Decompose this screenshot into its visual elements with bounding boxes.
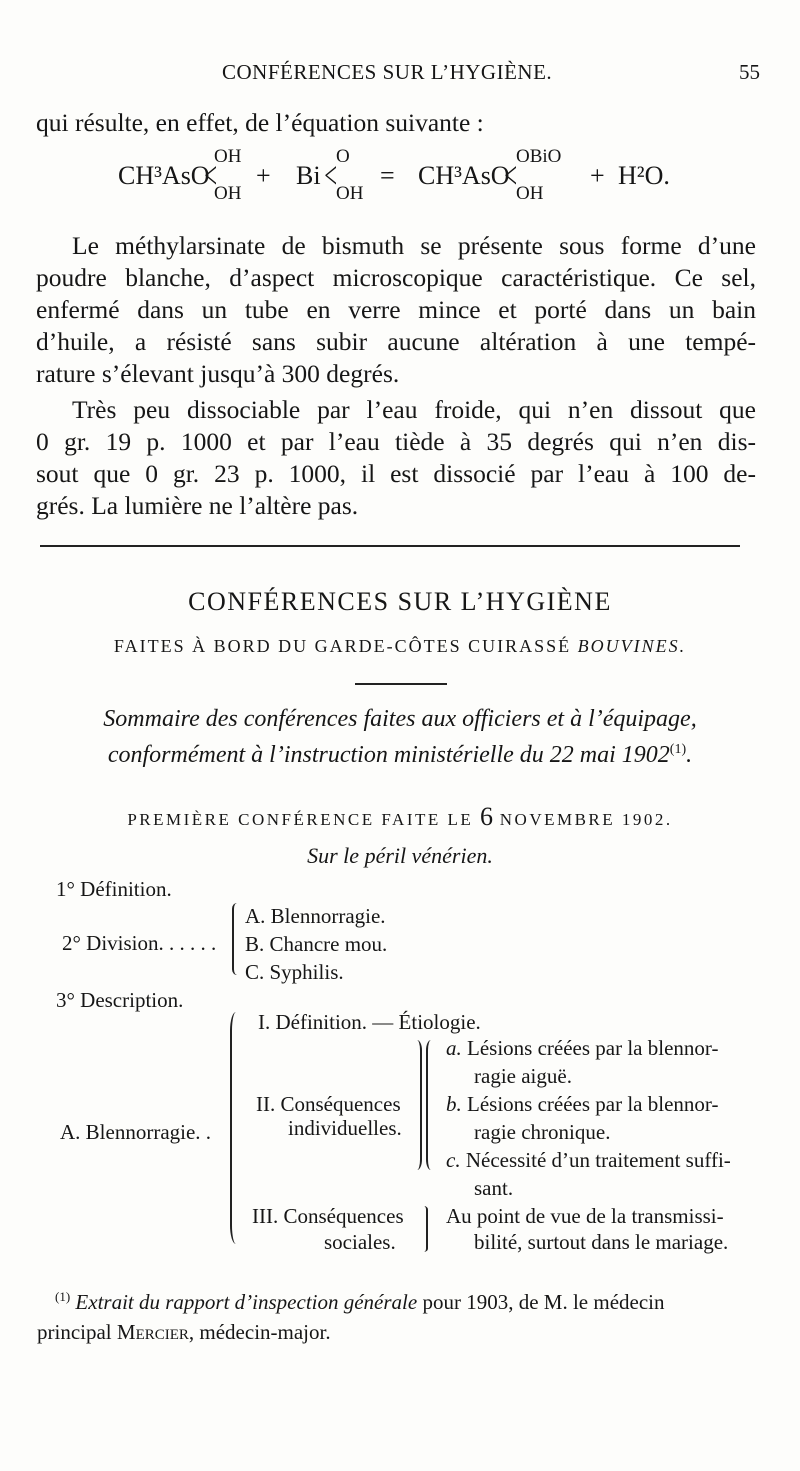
eq-term3-bottom: OH <box>516 183 544 204</box>
blennorragie-bracket <box>230 1012 242 1244</box>
conseq-c-cont: sant. <box>474 1176 514 1200</box>
eq-term-methylarsinic: CH³AsO <box>118 161 210 190</box>
paragraph-bismuth-description: Le méthylarsinate de bismuth se présente sous forme d’une poudre blanche, d’aspect microscopique caractéristique. Ce sel, enfermé dans un tube en verre mince et porté dans un bain d’huile, a résisté sans subir aucune altération à une tempé- rature s’élevant jusqu’à 300 degrés. <box>36 231 756 388</box>
ship-name: BOUVINES. <box>577 636 687 656</box>
roman-individual-2: individuelles. <box>288 1116 402 1140</box>
eq-term3-top: OBiO <box>516 146 562 167</box>
eq-angle-2: < <box>324 155 338 197</box>
section-divider-rule <box>40 545 740 547</box>
intro-line: qui résulte, en effet, de l’équation suivante : <box>36 108 484 137</box>
division-brace <box>232 903 242 975</box>
summary-line-2: conformément à l’instruction ministérielle du 22 mai 1902$^{(1)}$. <box>107 742 693 768</box>
individual-left-brace <box>426 1040 436 1170</box>
conseq-a-cont: ragie aiguë. <box>474 1064 572 1088</box>
chemical-equation <box>96 147 716 207</box>
note-reference: (1) <box>669 742 687 757</box>
social-line-1: Au point de vue de la transmissi- <box>446 1204 724 1228</box>
eq-equals: = <box>380 161 395 190</box>
footnote-mark: (1) <box>55 1289 71 1304</box>
page-number: 55 <box>739 60 760 84</box>
conseq-b-cont: ragie chronique. <box>474 1120 611 1144</box>
author-name: Mercier <box>116 1320 189 1344</box>
roman-individual-1: II. Conséquences <box>256 1092 401 1116</box>
roman-definition: I. Définition. — Étiologie. <box>258 1010 481 1034</box>
title-short-rule <box>355 683 447 685</box>
footnote: $^{(1)}$ Extrait du rapport d’inspection générale pour 1903, de M. le médecin principal Mercier, médecin-major. <box>37 1289 665 1344</box>
roman-social-2: sociales. <box>324 1230 396 1254</box>
eq-angle-3: < <box>504 155 518 197</box>
eq-angle-1: < <box>204 155 218 197</box>
eq-plus-1: + <box>256 161 271 190</box>
division-b: B. Chancre mou. <box>245 932 388 956</box>
outline-item-definition: 1° Définition. <box>56 877 172 901</box>
eq-term-product: CH³AsO <box>418 161 510 190</box>
conseq-a: a. Lésions créées par la blennor- <box>446 1036 719 1060</box>
eq-plus-2: + <box>590 161 605 190</box>
blennorragie-label: A. Blennorragie. . <box>60 1120 212 1144</box>
roman-social-1: III. Conséquences <box>252 1204 404 1228</box>
social-line-2: bilité, surtout dans le mariage. <box>474 1230 729 1254</box>
eq-term-water: H²O. <box>618 161 670 190</box>
conference-subject: Sur le péril vénérien. <box>307 843 493 868</box>
conseq-b: b. Lésions créées par la blennor- <box>446 1092 719 1116</box>
eq-term2-bottom: OH <box>336 183 364 204</box>
individual-right-brace <box>412 1040 422 1170</box>
section-title: CONFÉRENCES SUR L’HYGIÈNE <box>188 587 612 616</box>
division-c: C. Syphilis. <box>245 960 344 984</box>
eq-term1-top: OH <box>214 146 242 167</box>
eq-term2-top: O <box>336 146 350 167</box>
division-a: A. Blennorragie. <box>245 904 386 928</box>
conseq-c: c. Nécessité d’un traitement suffi- <box>446 1148 731 1172</box>
first-conference-heading: PREMIÈRE CONFÉRENCE FAITE LE 6 NOVEMBRE 1902. <box>127 802 673 831</box>
section-subtitle: FAITES À BORD DU GARDE-CÔTES CUIRASSÉ BOUVINES. <box>113 636 687 656</box>
outline-item-division: 2° Division. . . . . . <box>62 931 217 955</box>
running-head: CONFÉRENCES SUR L’HYGIÈNE. <box>222 60 553 84</box>
outline-item-description: 3° Description. <box>56 988 184 1012</box>
eq-term1-bottom: OH <box>214 183 242 204</box>
summary-line-1: Sommaire des conférences faites aux officiers et à l’équipage, <box>103 706 697 732</box>
social-right-brace <box>420 1206 428 1252</box>
paragraph-dissociation: Très peu dissociable par l’eau froide, qui n’en dissout que 0 gr. 19 p. 1000 et par l’eau tiède à 35 degrés qui n’en dis- sout que 0 gr. 23 p. 1000, il est dissocié par l’eau à 100 de- grés. La lumière ne l’altère pas. <box>36 395 756 520</box>
eq-term-bismuth: Bi <box>296 161 321 190</box>
